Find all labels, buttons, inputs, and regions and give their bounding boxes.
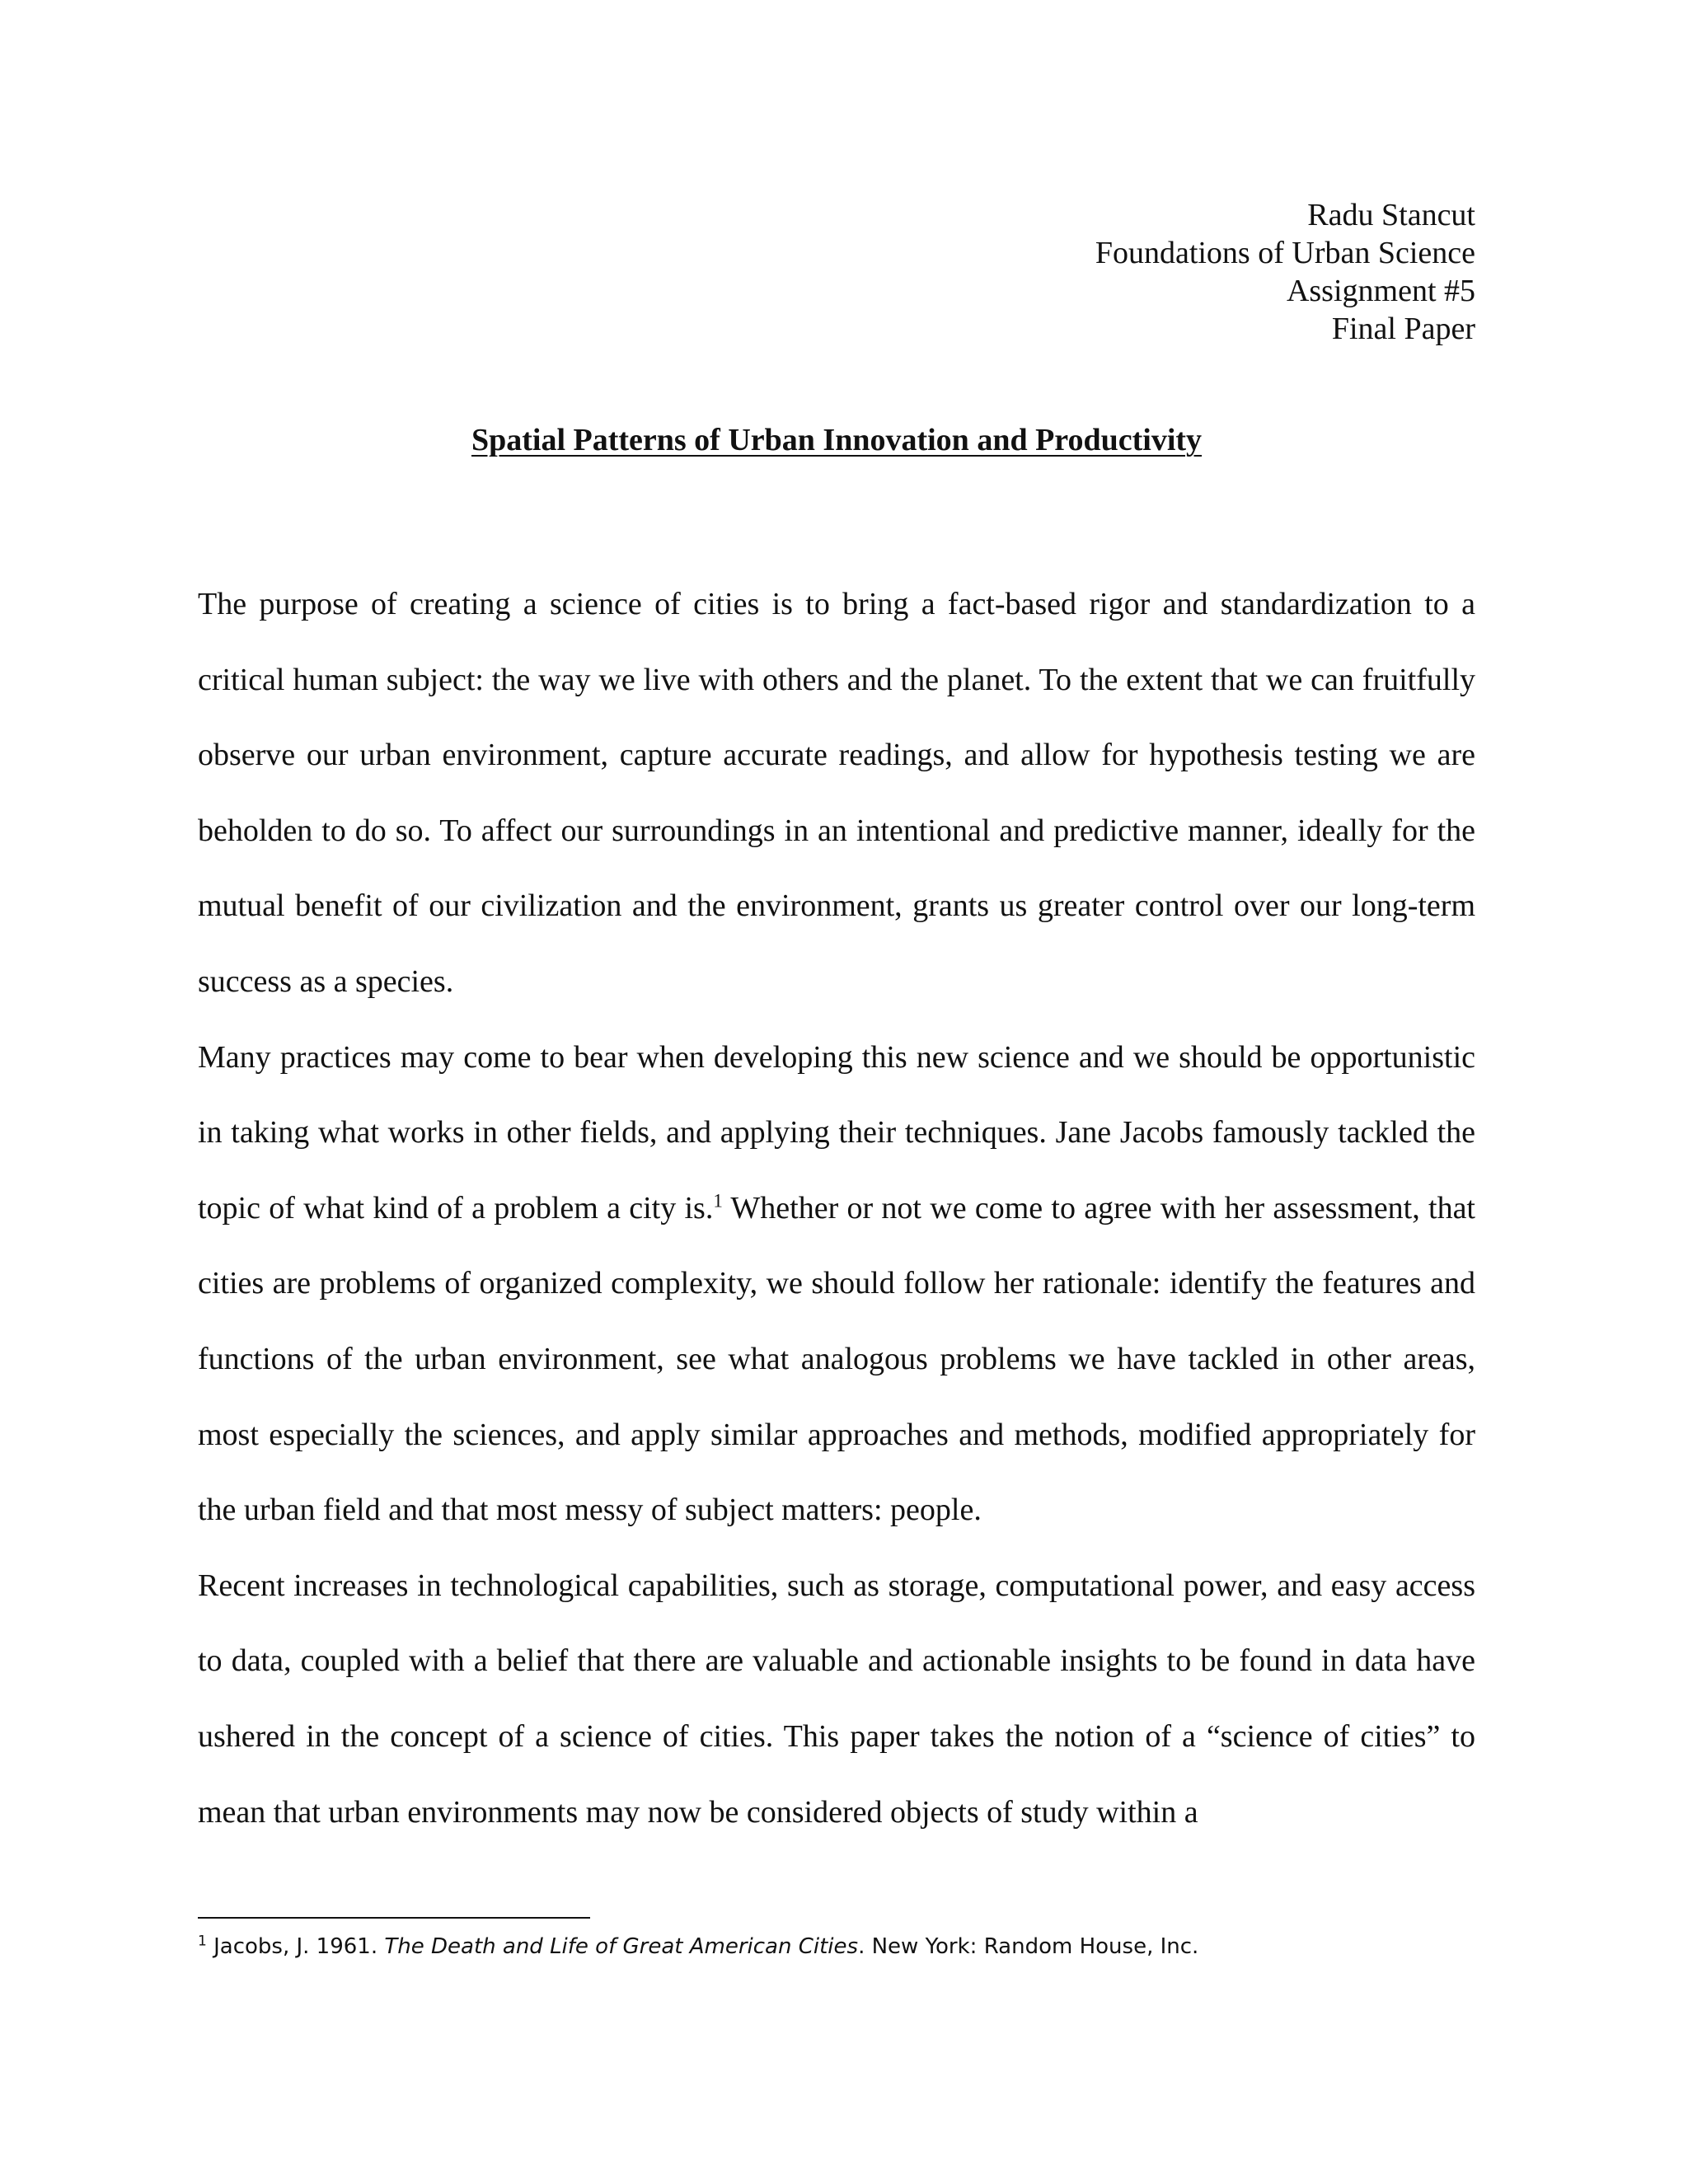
paragraph-2 — [198, 1020, 1475, 1549]
paragraph-2-text-a: Many practices may come to bear when developing this new science and we should be opportunistic in taking what works in other fields, and applying their techniques. Jane Jacobs famously tackled the topic of what kind of a problem a city is. — [198, 1039, 1475, 1226]
paragraph-1: The purpose of creating a science of cities is to bring a fact-based rigor and standardization to a critical human subject: the way we live with others and the planet. To the extent that we can fruitfully observe our urban environment, capture accurate readings, and allow for hypothesis testing we are beholden to do so. To affect our surroundings in an intentional and predictive manner, ideally for the mutual benefit of our civilization and the environment, grants us greater control over our long-term success as a species. — [198, 587, 1475, 999]
author-header — [907, 196, 1475, 348]
footnote-publisher: . New York: Random House, Inc. — [858, 1934, 1199, 1959]
footnote-lead: Jacobs, J. 1961. — [206, 1934, 385, 1959]
footnote-book-title: The Death and Life of Great American Cities — [384, 1934, 859, 1959]
paragraph-2-text-b: Whether or not we come to agree with her assessment, that cities are problems of organized complexity, we should follow her rationale: identify the features and functions of the urban environment, see what analogous problems we have tackled in other areas, most especially the sciences, and apply similar approaches and methods, modified appropriately for the urban field and that most messy of subject matters: people. — [198, 1190, 1475, 1528]
footnote-1 — [198, 1932, 1475, 1961]
footnote-number: 1 — [198, 1933, 207, 1950]
author-name: Radu Stancut — [1307, 198, 1475, 232]
paragraph-3: Recent increases in technological capabilities, such as storage, computational power, and easy access to data, coupled with a belief that there are valuable and actionable insights to be found in data have ushered in the concept of a science of cities. This paper takes the notion of a “science of cities” to mean that urban environments may now be considered objects of study within a — [198, 1568, 1475, 1830]
assignment-number: Assignment #5 — [1286, 274, 1475, 308]
course-name: Foundations of Urban Science — [1095, 236, 1475, 270]
footnote-separator — [198, 1917, 590, 1919]
paper-title: Spatial Patterns of Urban Innovation and Productivity — [471, 423, 1203, 457]
footnote-reference: 1 — [713, 1190, 723, 1212]
body-text — [198, 567, 1475, 1850]
document-type: Final Paper — [1331, 312, 1475, 346]
